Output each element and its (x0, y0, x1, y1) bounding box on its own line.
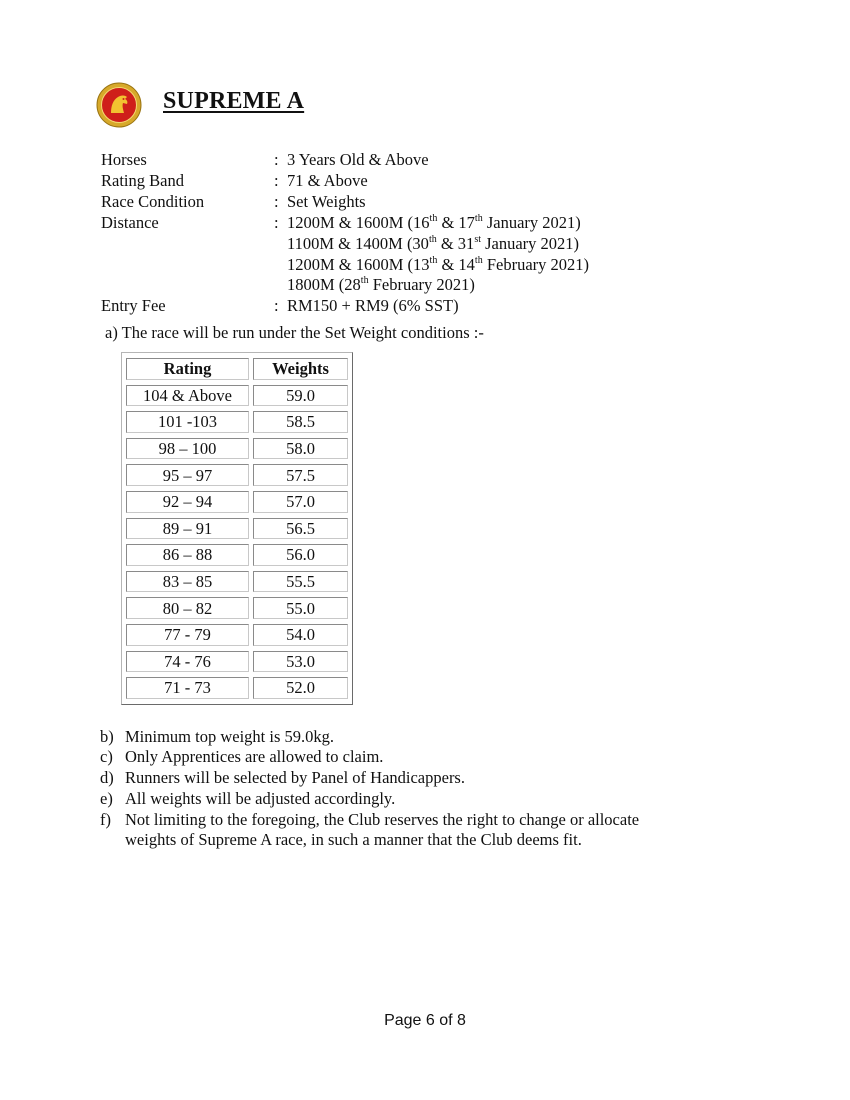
note-letter: d) (100, 768, 114, 787)
note-letter: f) (100, 810, 111, 829)
distance-line: 1100M & 1400M (30th & 31st January 2021) (287, 233, 580, 253)
info-value: 3 Years Old & Above (287, 150, 429, 169)
weight-cell: 58.5 (253, 411, 348, 433)
rating-cell: 86 – 88 (126, 544, 249, 566)
weight-cell: 58.0 (253, 438, 348, 460)
note-text: All weights will be adjusted accordingly. (125, 789, 396, 808)
note-letter: e) (100, 789, 113, 808)
table-header-row (126, 358, 348, 380)
page-title: SUPREME A (163, 88, 305, 114)
column-header-weights: Weights (253, 358, 348, 380)
rating-cell: 101 -103 (126, 411, 249, 433)
weight-cell: 53.0 (253, 651, 348, 673)
note-letter: b) (100, 727, 114, 746)
info-value: RM150 + RM9 (6% SST) (287, 296, 459, 315)
info-label: Horses (101, 150, 147, 169)
info-label: Rating Band (101, 171, 184, 190)
info-value: Set Weights (287, 192, 366, 211)
note-text: weights of Supreme A race, in such a manner that the Club deems fit. (125, 830, 582, 849)
weights-table (121, 352, 353, 705)
distance-line: 1200M & 1600M (16th & 17th January 2021) (287, 212, 581, 232)
table-row (126, 624, 348, 646)
note-text: Not limiting to the foregoing, the Club reserves the right to change or allocate (125, 810, 640, 829)
info-colon: : (274, 296, 279, 315)
info-colon: : (274, 171, 279, 190)
rating-cell: 71 - 73 (126, 677, 249, 699)
rating-cell: 98 – 100 (126, 438, 249, 460)
table-row (126, 491, 348, 513)
info-value: 71 & Above (287, 171, 368, 190)
club-logo-icon (96, 82, 142, 128)
rating-cell: 95 – 97 (126, 464, 249, 486)
info-colon: : (274, 192, 279, 211)
table-row (126, 411, 348, 433)
weight-cell: 56.0 (253, 544, 348, 566)
info-label: Race Condition (101, 192, 205, 211)
column-header-rating: Rating (126, 358, 249, 380)
set-weight-intro: a) The race will be run under the Set Weight conditions :- (105, 323, 484, 342)
weight-cell: 52.0 (253, 677, 348, 699)
info-colon: : (274, 213, 279, 232)
weight-cell: 55.5 (253, 571, 348, 593)
rating-cell: 104 & Above (126, 385, 249, 407)
weight-cell: 57.0 (253, 491, 348, 513)
table-row (126, 385, 348, 407)
rating-cell: 74 - 76 (126, 651, 249, 673)
distance-line: 1800M (28th February 2021) (287, 274, 475, 294)
rating-cell: 80 – 82 (126, 597, 249, 619)
note-text: Runners will be selected by Panel of Handicappers. (125, 768, 465, 787)
info-colon: : (274, 150, 279, 169)
table-row (126, 464, 348, 486)
table-row (126, 571, 348, 593)
weight-cell: 56.5 (253, 518, 348, 540)
table-row (126, 438, 348, 460)
rating-cell: 77 - 79 (126, 624, 249, 646)
rating-cell: 89 – 91 (126, 518, 249, 540)
table-row (126, 651, 348, 673)
info-label: Entry Fee (101, 296, 166, 315)
note-text: Only Apprentices are allowed to claim. (125, 747, 384, 766)
page-number: Page 6 of 8 (384, 1012, 466, 1029)
rating-cell: 83 – 85 (126, 571, 249, 593)
rating-cell: 92 – 94 (126, 491, 249, 513)
weight-cell: 59.0 (253, 385, 348, 407)
distance-line: 1200M & 1600M (13th & 14th February 2021) (287, 254, 590, 274)
weight-cell: 55.0 (253, 597, 348, 619)
table-row (126, 518, 348, 540)
table-row (126, 677, 348, 699)
note-letter: c) (100, 747, 113, 766)
info-label: Distance (101, 213, 159, 232)
table-row (126, 597, 348, 619)
weight-cell: 57.5 (253, 464, 348, 486)
table-row (126, 544, 348, 566)
weight-cell: 54.0 (253, 624, 348, 646)
note-text: Minimum top weight is 59.0kg. (125, 727, 335, 746)
